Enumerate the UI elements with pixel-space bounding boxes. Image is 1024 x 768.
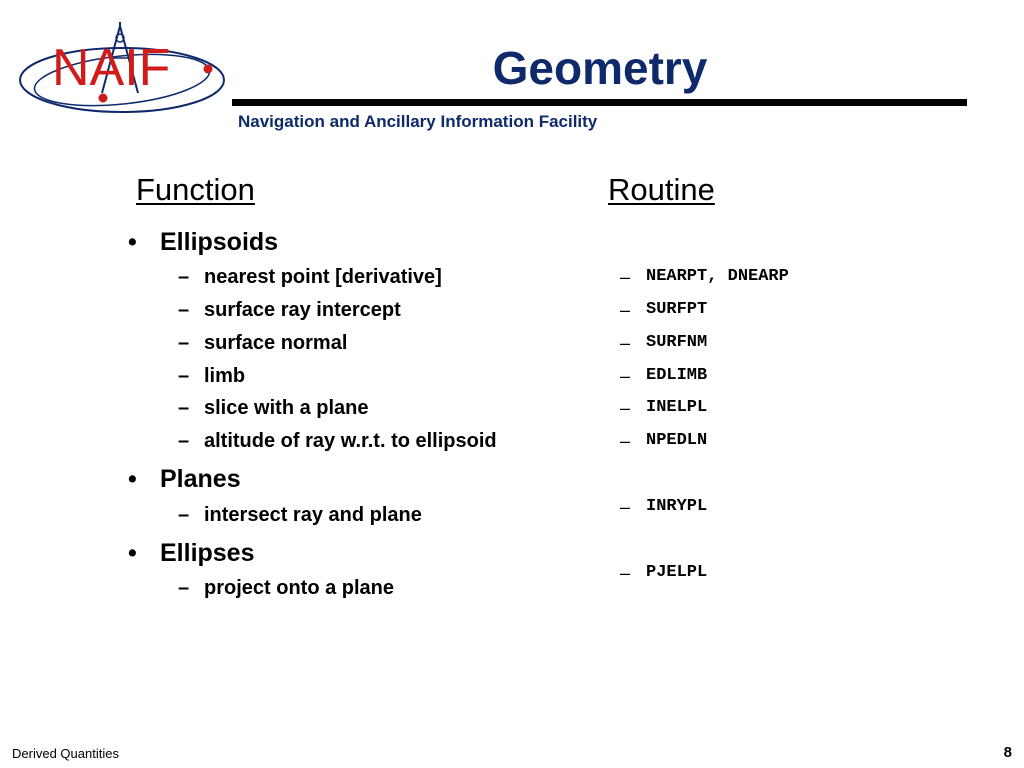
dash-marker: –	[178, 299, 190, 321]
dash-marker: –	[178, 430, 190, 452]
bullet-label: Planes	[160, 465, 241, 493]
dash-marker: –	[178, 365, 190, 387]
dash-marker: –	[178, 332, 190, 354]
title-rule	[232, 99, 967, 106]
logo-text: NAIF	[52, 39, 171, 97]
function-text: limb	[204, 365, 246, 387]
bullet-marker: •	[128, 228, 137, 256]
function-text: altitude of ray w.r.t. to ellipsoid	[204, 430, 497, 452]
bullet-marker: •	[128, 465, 137, 493]
routine-name: INRYPL	[646, 497, 708, 516]
dash-marker: –	[620, 563, 631, 583]
dash-marker: –	[620, 333, 631, 353]
function-text: slice with a plane	[204, 397, 369, 419]
dash-marker: –	[178, 266, 190, 288]
function-text: intersect ray and plane	[204, 504, 422, 526]
naif-logo	[12, 18, 242, 128]
footer-section-name: Derived Quantities	[12, 746, 119, 761]
dash-marker: –	[620, 497, 631, 517]
bullet-label: Ellipsoids	[160, 228, 279, 256]
page-number: 8	[1003, 744, 1012, 761]
dash-marker: –	[620, 300, 631, 320]
function-text: nearest point [derivative]	[204, 266, 442, 288]
dash-marker: –	[620, 267, 631, 287]
dash-marker: –	[620, 398, 631, 418]
routine-name: NEARPT, DNEARP	[646, 267, 789, 286]
dash-marker: –	[620, 431, 631, 451]
routine-name: EDLIMB	[646, 366, 708, 385]
function-text: surface normal	[204, 332, 348, 354]
routine-name: INELPL	[646, 398, 708, 417]
function-text: surface ray intercept	[204, 299, 401, 321]
routine-name: NPEDLN	[646, 431, 708, 450]
function-column-header: Function	[136, 172, 255, 207]
dash-marker: –	[178, 504, 190, 526]
dash-marker: –	[178, 397, 190, 419]
function-text: project onto a plane	[204, 577, 395, 599]
bullet-marker: •	[128, 539, 137, 567]
routine-column-header: Routine	[608, 172, 715, 207]
dash-marker: –	[178, 577, 190, 599]
bullet-label: Ellipses	[160, 539, 255, 567]
dash-marker: –	[620, 366, 631, 386]
page-subtitle: Navigation and Ancillary Information Facility	[238, 112, 598, 131]
routine-name: SURFNM	[646, 333, 708, 352]
page-title: Geometry	[492, 42, 708, 94]
routine-name: PJELPL	[646, 563, 708, 582]
routine-name: SURFPT	[646, 300, 708, 319]
